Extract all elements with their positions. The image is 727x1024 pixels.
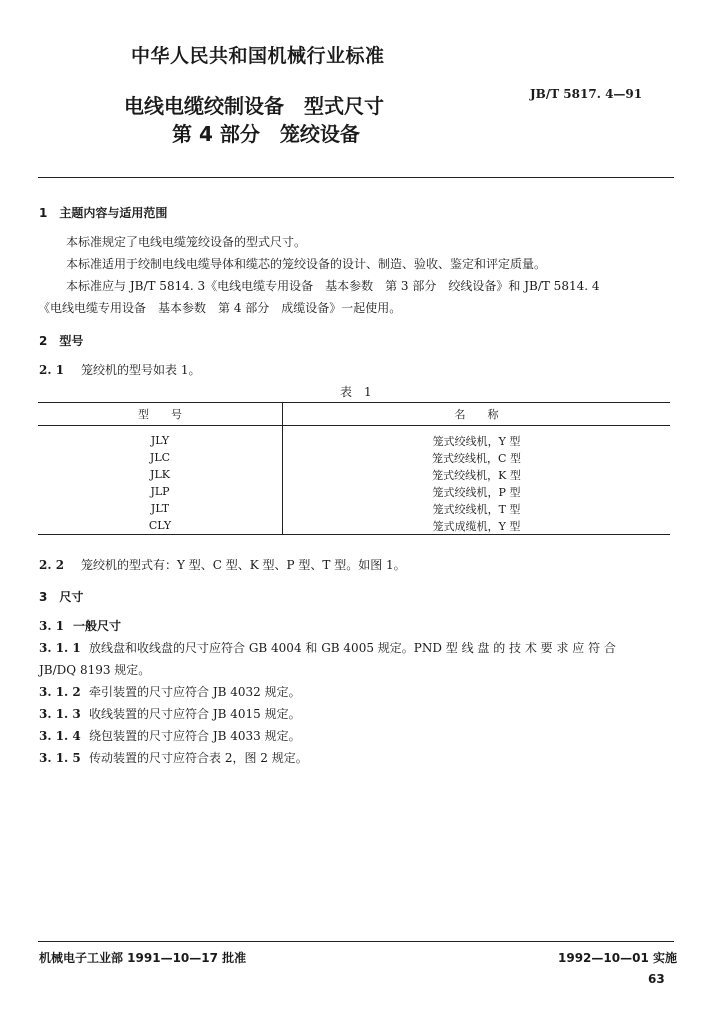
- table-row: [38, 500, 670, 517]
- clause-number: 3. 1. 4: [39, 729, 81, 743]
- column-header-model: 型 号: [38, 403, 283, 426]
- paragraph: 本标准规定了电线电缆笼绞设备的型式尺寸。: [66, 235, 307, 249]
- paragraph: 本标准应与 JB/T 5814. 3《电线电缆专用设备 基本参数 第 3 部分 绞线设备》和 JB/T 5814. 4: [66, 279, 600, 293]
- clause-number: 3. 1: [39, 619, 65, 633]
- clause-text: 传动装置的尺寸应符合表 2，图 2 规定。: [89, 751, 308, 765]
- clause-3-1-1: [39, 639, 616, 656]
- table-cell-name: 笼式绞线机，C 型: [432, 451, 521, 465]
- table-cell-model: JLT: [38, 500, 283, 517]
- table-cell-model: CLY: [38, 517, 283, 535]
- table-cell-name: 笼式绞线机，K 型: [432, 468, 521, 482]
- clause-text-continued: JB/DQ 8193 规定。: [39, 663, 151, 677]
- table-cell-name: 笼式绞线机，T 型: [432, 502, 521, 516]
- table-cell-name: 笼式绞线机，P 型: [432, 485, 521, 499]
- clause-text: 一般尺寸: [73, 619, 122, 633]
- approval-line: 机械电子工业部 1991—10—17 批准: [39, 951, 247, 965]
- clause-3-1-5: [39, 749, 308, 766]
- clause-number: 2. 1: [39, 363, 65, 377]
- table-caption: 表 1: [340, 385, 372, 399]
- standard-organization: 中华人民共和国机械行业标准: [131, 45, 385, 67]
- clause-number: 2. 2: [39, 558, 65, 572]
- table-row: [38, 517, 670, 535]
- model-table: [38, 402, 670, 535]
- table-cell-model: JLP: [38, 483, 283, 500]
- table-row: [38, 466, 670, 483]
- effective-date: 1992—10—01 实施: [558, 951, 677, 965]
- table-cell-name: 笼式成缆机，Y 型: [283, 517, 671, 535]
- standard-code: JB/T 5817. 4—91: [530, 87, 643, 101]
- clause-3-1: [39, 617, 121, 634]
- table-cell-name: 笼式绞线机，Y 型: [432, 434, 521, 448]
- clause-number: 3. 1. 3: [39, 707, 81, 721]
- document-title: 电线电缆绞制设备 型式尺寸: [124, 94, 384, 118]
- table-cell-model: JLY: [38, 426, 283, 450]
- paragraph: 本标准适用于绞制电线电缆导体和缆芯的笼绞设备的设计、制造、验收、鉴定和评定质量。: [66, 257, 547, 271]
- clause-text: 绕包装置的尺寸应符合 JB 4033 规定。: [89, 729, 301, 743]
- clause-2-1: [39, 361, 200, 378]
- section-3-heading: 3 尺寸: [39, 590, 84, 604]
- clause-text: 笼绞机的型式有：Y 型、C 型、K 型、P 型、T 型。如图 1。: [81, 558, 406, 572]
- table-header-row: [38, 403, 670, 426]
- table-row: [38, 483, 670, 500]
- clause-3-1-2: [39, 683, 301, 700]
- table-cell-model: JLK: [38, 466, 283, 483]
- column-header-name: 名 称: [283, 403, 671, 426]
- clause-3-1-4: [39, 727, 301, 744]
- clause-text: 笼绞机的型号如表 1。: [81, 363, 201, 377]
- clause-text: 收线装置的尺寸应符合 JB 4015 规定。: [89, 707, 301, 721]
- table-row: [38, 426, 670, 450]
- page-number: 63: [648, 972, 665, 986]
- document-subtitle: 第 4 部分 笼绞设备: [172, 122, 360, 146]
- paragraph: 《电线电缆专用设备 基本参数 第 4 部分 成缆设备》一起使用。: [38, 301, 402, 315]
- clause-number: 3. 1. 2: [39, 685, 81, 699]
- clause-text: 放线盘和收线盘的尺寸应符合 GB 4004 和 GB 4005 规定。PND 型 线 盘 的 技 术 要 求 应 符 合: [89, 641, 616, 655]
- header-rule: [38, 177, 674, 178]
- table-row: [38, 449, 670, 466]
- footer-rule: [38, 941, 674, 942]
- section-1-heading: 1 主题内容与适用范围: [39, 206, 168, 220]
- clause-3-1-3: [39, 705, 301, 722]
- section-2-heading: 2 型号: [39, 334, 84, 348]
- clause-2-2: [39, 556, 406, 573]
- clause-text: 牵引装置的尺寸应符合 JB 4032 规定。: [89, 685, 301, 699]
- clause-number: 3. 1. 5: [39, 751, 81, 765]
- clause-number: 3. 1. 1: [39, 641, 81, 655]
- table-cell-model: JLC: [38, 449, 283, 466]
